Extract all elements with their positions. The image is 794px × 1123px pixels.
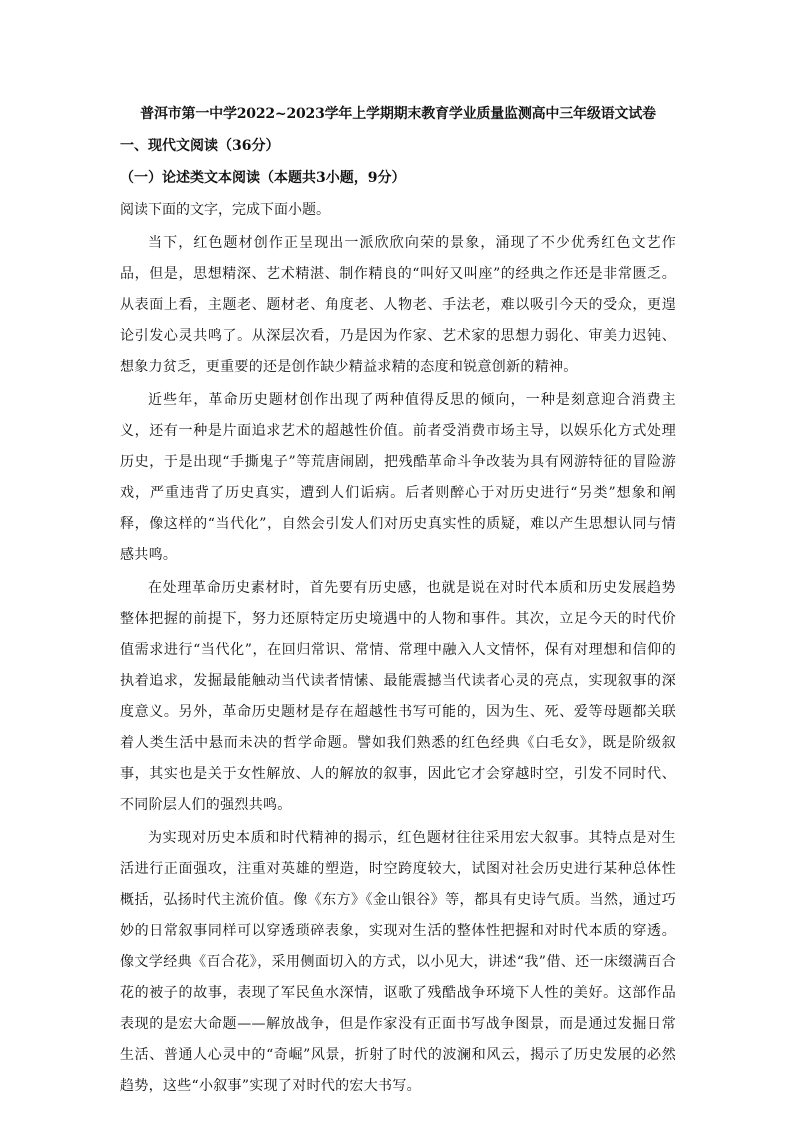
passage-paragraph-4: 为实现对历史本质和时代精神的揭示，红色题材往往采用宏大叙事。其特点是对生活进行正面强攻，注重对英雄的塑造，时空跨度较大，试图对社会历史进行某种总体性概括，弘扬时代主流价值。像《东方》《金山银谷》等，都具有史诗气质。当然，通过巧妙的日常叙事同样可以穿透琐碎表象，实现对生活的整体性把握和对时代本质的穿透。像文学经典《百合花》，采用侧面切入的方式，以小见大，讲述“我”借、还一床缀满百合花的被子的故事，表现了军民鱼水深情，讴歌了残酷战争环境下人性的美好。这部作品表现的是宏大命题——解放战争，但是作家没有正面书写战争图景，而是通过发掘日常生活、普通人心灵中的“奇崛”风景，折射了时代的波澜和风云，揭示了历史发展的必然趋势，这些“小叙事”实现了对时代的宏大书写。	[120, 830, 676, 1094]
passage-paragraph-2: 近些年，革命历史题材创作出现了两种值得反思的倾向，一种是刻意迎合消费主义，还有一种是片面追求艺术的超越性价值。前者受消费市场主导，以娱乐化方式处理历史，于是出现“手撕鬼子”等荒唐闹剧，把残酷革命斗争改装为具有网游特征的冒险游戏，严重违背了历史真实，遭到人们诟病。后者则醉心于对历史进行“另类”想象和阐释，像这样的“当代化”，自然会引发人们对历史真实性的质疑，难以产生思想认同与情感共鸣。	[120, 392, 676, 563]
exam-title: 普洱市第一中学2022~2023学年上学期期末教育学业质量监测高中三年级语文试卷	[140, 106, 656, 122]
subsection-heading-argumentative: （一）论述类文本阅读（本题共3小题，9分）	[120, 170, 406, 186]
passage-paragraph-1: 当下，红色题材创作正呈现出一派欣欣向荣的景象，涌现了不少优秀红色文艺作品，但是，思想精深、艺术精湛、制作精良的“叫好又叫座”的经典之作还是非常匮乏。从表面上看，主题老、题材老、角度老、人物老、手法老，难以吸引今天的受众，更遑论引发心灵共鸣了。从深层次看，乃是因为作家、艺术家的思想力弱化、审美力迟钝、想象力贫乏，更重要的还是创作缺少精益求精的态度和锐意创新的精神。	[120, 235, 676, 375]
section-heading-modern-reading: 一、现代文阅读（36分）	[120, 138, 280, 154]
reading-instruction: 阅读下面的文字，完成下面小题。	[120, 202, 330, 218]
passage-paragraph-3: 在处理革命历史素材时，首先要有历史感，也就是说在对时代本质和历史发展趋势整体把握的前提下，努力还原特定历史境遇中的人物和事件。其次，立足今天的时代价值需求进行“当代化”，在回归常识、常情、常理中融入人文情怀，保有对理想和信仰的执着追求，发掘最能触动当代读者情愫、最能震撼当代读者心灵的亮点，实现叙事的深度意义。另外，革命历史题材是存在超越性书写可能的，因为生、死、爱等母题都关联着人类生活中悬而未决的哲学命题。譬如我们熟悉的红色经典《白毛女》，既是阶级叙事，其实也是关于女性解放、人的解放的叙事，因此它才会穿越时空，引发不同时代、不同阶层人们的强烈共鸣。	[120, 580, 676, 813]
page-content	[120, 100, 676, 1104]
